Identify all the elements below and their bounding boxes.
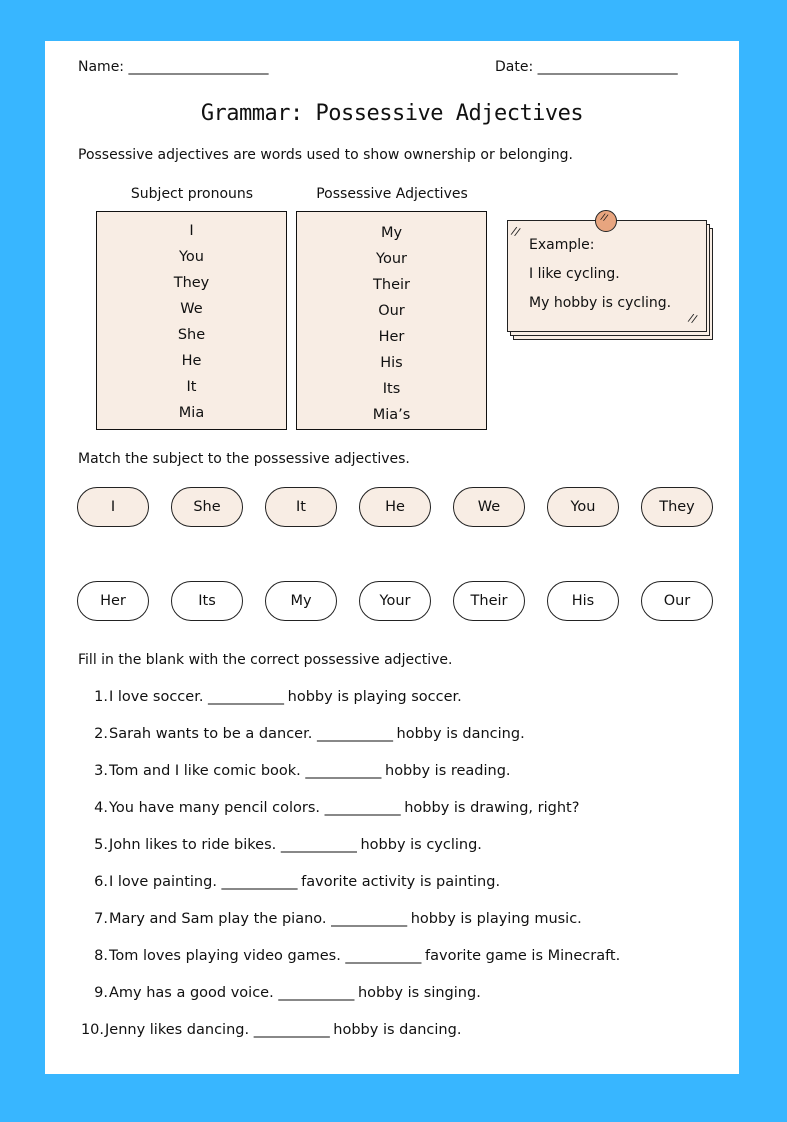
note-scribble-icon: //: [687, 311, 699, 326]
possessive-adjective: Her: [378, 329, 405, 345]
question-text-before: John likes to ride bikes.: [109, 837, 277, 853]
question-number: 3.: [94, 763, 108, 779]
question-item: [78, 985, 481, 1001]
question-text-before: Sarah wants to be a dancer.: [109, 726, 313, 742]
answer-blank[interactable]: ____________: [280, 837, 356, 853]
question-number: 2.: [94, 726, 108, 742]
question-item: [78, 948, 620, 964]
subject-pronoun: He: [181, 353, 202, 369]
match-instruction: Match the subject to the possessive adjectives.: [78, 451, 410, 467]
date-field[interactable]: Date: ____________________: [495, 59, 678, 75]
answer-blank[interactable]: ____________: [324, 800, 400, 816]
question-text-after: hobby is playing soccer.: [287, 689, 462, 705]
possessive-adjective: Their: [373, 277, 410, 293]
question-item: [78, 800, 579, 816]
match-subject-pill[interactable]: He: [359, 487, 431, 527]
question-text-before: Amy has a good voice.: [109, 985, 274, 1001]
question-text-before: Tom loves playing video games.: [109, 948, 341, 964]
question-text-after: hobby is cycling.: [360, 837, 482, 853]
subject-pronoun: Mia: [178, 405, 205, 421]
match-adjective-pill[interactable]: Our: [641, 581, 713, 621]
question-text-after: hobby is dancing.: [333, 1022, 462, 1038]
question-number: 8.: [94, 948, 108, 964]
question-text-before: You have many pencil colors.: [109, 800, 321, 816]
subject-pronoun: She: [177, 327, 206, 343]
example-note: [507, 220, 712, 339]
match-subject-pill[interactable]: It: [265, 487, 337, 527]
example-line-1: I like cycling.: [529, 266, 620, 282]
question-item: [78, 837, 482, 853]
answer-blank[interactable]: ____________: [221, 874, 297, 890]
question-text-after: hobby is drawing, right?: [404, 800, 580, 816]
possessive-adjective: Your: [376, 251, 407, 267]
answer-blank[interactable]: ____________: [253, 1022, 329, 1038]
question-text-after: hobby is dancing.: [396, 726, 525, 742]
match-adjective-pill[interactable]: Her: [77, 581, 149, 621]
match-subject-pill[interactable]: She: [171, 487, 243, 527]
note-scribble-icon: //: [510, 224, 522, 239]
question-text-before: Jenny likes dancing.: [105, 1022, 250, 1038]
match-adjective-pill[interactable]: Its: [171, 581, 243, 621]
match-adjective-pill[interactable]: Their: [453, 581, 525, 621]
question-text-before: I love painting.: [109, 874, 217, 890]
match-adjective-pill[interactable]: My: [265, 581, 337, 621]
example-label: Example:: [529, 237, 595, 253]
possessive-adjective: Its: [382, 381, 401, 397]
answer-blank[interactable]: ____________: [331, 911, 407, 927]
intro-text: Possessive adjectives are words used to show ownership or belonging.: [78, 147, 573, 163]
question-text-before: I love soccer.: [109, 689, 204, 705]
question-text-before: Tom and I like comic book.: [109, 763, 301, 779]
question-item: [78, 726, 525, 742]
question-text-after: hobby is singing.: [357, 985, 481, 1001]
name-field[interactable]: Name: ____________________: [78, 59, 269, 75]
possessive-adjectives-header: Possessive Adjectives: [316, 186, 468, 202]
subject-pronoun: They: [173, 275, 210, 291]
match-subject-pill[interactable]: I: [77, 487, 149, 527]
possessive-adjective: My: [380, 225, 403, 241]
question-text-after: favorite activity is painting.: [301, 874, 501, 890]
question-text-after: favorite game is Minecraft.: [425, 948, 621, 964]
possessive-adjectives-box: [296, 211, 487, 430]
question-item: [78, 689, 462, 705]
answer-blank[interactable]: ____________: [278, 985, 354, 1001]
possessive-adjective: Mia’s: [372, 407, 411, 423]
answer-blank[interactable]: ____________: [305, 763, 381, 779]
answer-blank[interactable]: ____________: [208, 689, 284, 705]
question-text-after: hobby is reading.: [385, 763, 511, 779]
subject-pronoun: We: [180, 301, 203, 317]
answer-blank[interactable]: ____________: [345, 948, 421, 964]
fill-instruction: Fill in the blank with the correct possessive adjective.: [78, 652, 453, 668]
match-adjective-pill[interactable]: His: [547, 581, 619, 621]
subject-pronoun: It: [186, 379, 197, 395]
subject-pronouns-box: [96, 211, 287, 430]
question-number: 7.: [94, 911, 108, 927]
match-subject-pill[interactable]: We: [453, 487, 525, 527]
possessive-adjective: Our: [378, 303, 405, 319]
question-item: [78, 911, 582, 927]
match-subject-pill[interactable]: They: [641, 487, 713, 527]
match-adjective-pill[interactable]: Your: [359, 581, 431, 621]
question-number: 6.: [94, 874, 108, 890]
question-number: 9.: [94, 985, 108, 1001]
question-number: 10.: [80, 1022, 104, 1038]
question-item: [78, 874, 500, 890]
possessive-adjective: His: [380, 355, 403, 371]
question-number: 4.: [94, 800, 108, 816]
subject-pronouns-header: Subject pronouns: [130, 186, 254, 202]
question-number: 1.: [94, 689, 108, 705]
question-number: 5.: [94, 837, 108, 853]
subject-pronoun: I: [189, 223, 194, 239]
page-title: Grammar: Possessive Adjectives: [200, 101, 584, 126]
answer-blank[interactable]: ____________: [316, 726, 392, 742]
example-line-2: My hobby is cycling.: [529, 295, 672, 311]
match-subject-pill[interactable]: You: [547, 487, 619, 527]
question-item: [74, 1022, 461, 1038]
worksheet-page: [45, 41, 739, 1074]
question-text-before: Mary and Sam play the piano.: [109, 911, 327, 927]
question-item: [78, 763, 511, 779]
subject-pronoun: You: [179, 249, 204, 265]
question-text-after: hobby is playing music.: [410, 911, 582, 927]
pushpin-icon: //: [595, 210, 617, 232]
